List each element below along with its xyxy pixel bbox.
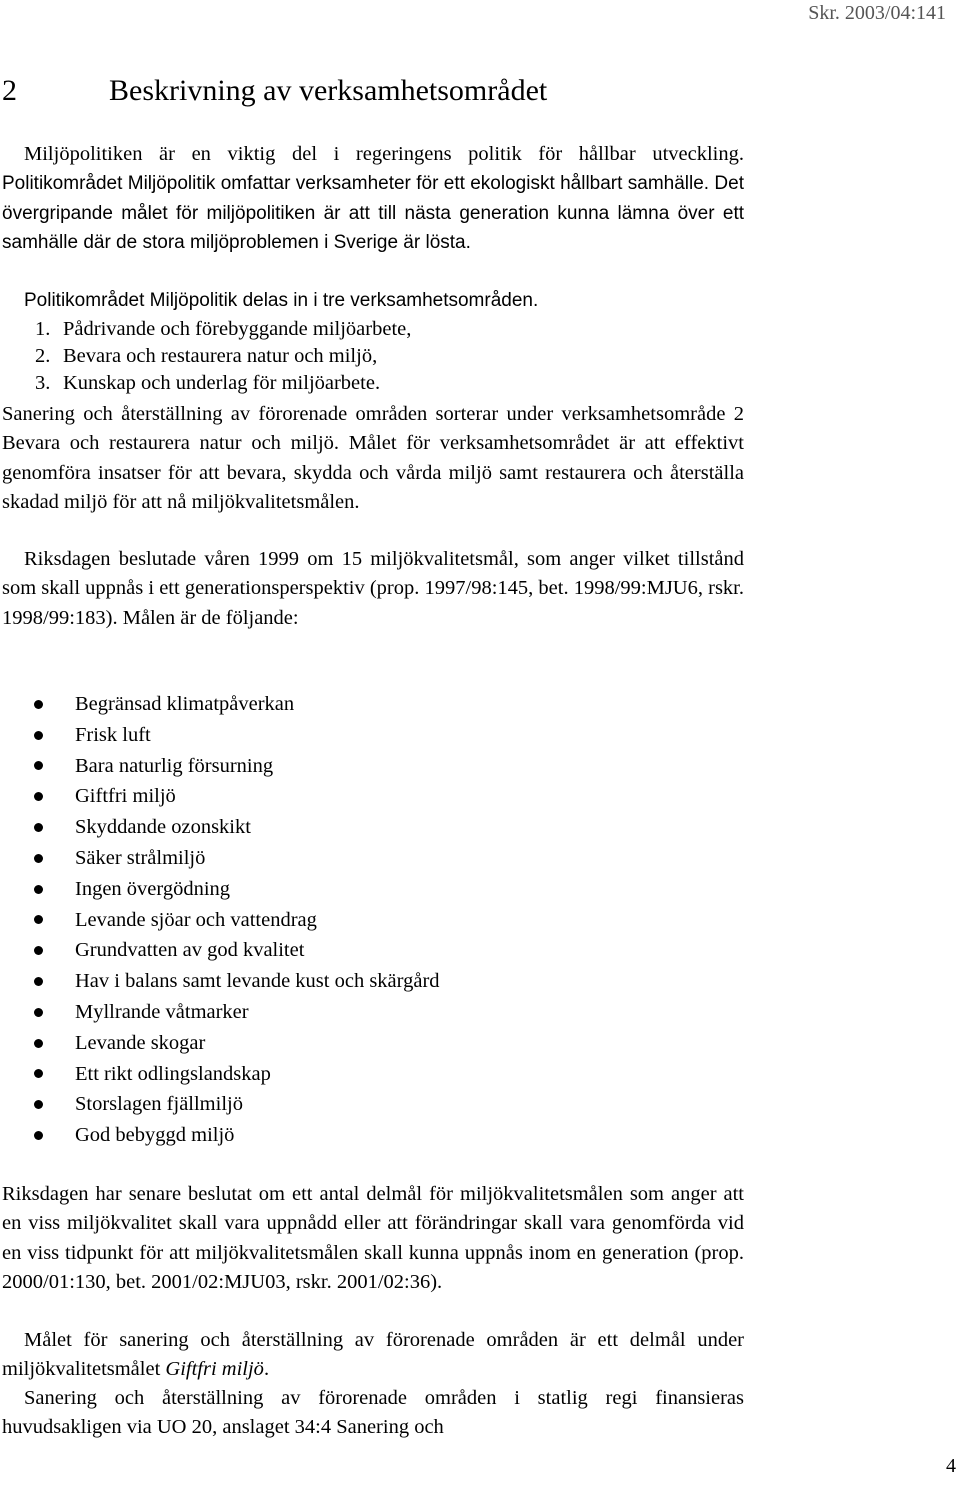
bullet-icon [34, 885, 43, 894]
list-item [2, 966, 440, 997]
page-number: 4 [946, 1455, 956, 1477]
goal-label: Giftfri miljö [75, 785, 176, 808]
malet-emphasis: Giftfri miljö [165, 1358, 264, 1381]
riksdagen-paragraph: Riksdagen beslutade våren 1999 om 15 miljökvalitetsmål, som anger vilket tillstånd som skall uppnås i ett generationsperspektiv (prop. 1997/98:145, bet. 1998/99:MJU6, rskr. 1998/99:183). Målen är de följande: [2, 548, 744, 629]
bullet-icon [34, 1069, 43, 1078]
goal-label: Grundvatten av god kvalitet [75, 939, 305, 962]
goals-list [2, 689, 440, 1151]
intro-text-b: Politikområdet Miljöpolitik omfattar verksamheter för ett ekologiskt hållbart samhälle. Det övergripande målet för miljöpolitiken är att till nästa generation kunna lämna över ett samhälle där de stora miljöproblemen i Sverige är lösta. [2, 173, 744, 254]
list-item [2, 343, 744, 370]
goal-label: Ingen övergödning [75, 877, 231, 900]
list-item [2, 935, 440, 966]
goal-label: Begränsad klimatpåverkan [75, 693, 295, 715]
list-item [2, 1028, 440, 1059]
document-reference: Skr. 2003/04:141 [808, 2, 946, 24]
malet-text: Målet för sanering och återställning av förorenade områden är ett delmål under miljökvalitetsmålet [2, 1329, 744, 1381]
sanering-paragraph: Sanering och återställning av förorenade områden sorterar under verksamhetsområde 2 Bevara och restaurera natur och miljö. Målet för verksamhetsområdet är att effektivt genomföra insatser för att bevara, skydda och vårda miljö samt restaurera och återställa skadad miljö för att nå miljökvalitetsmålen. [2, 403, 744, 514]
list-item [2, 1059, 440, 1090]
list-item-number: 3. [35, 372, 51, 394]
list-item [2, 751, 440, 782]
goal-label: Myllrande våtmarker [75, 1000, 249, 1023]
goal-label: Frisk luft [75, 723, 151, 746]
goal-label: Säker strålmiljö [75, 846, 206, 869]
bullet-icon [34, 1100, 43, 1109]
delmal-paragraph: Riksdagen har senare beslutat om ett antal delmål för miljökvalitetsmålen som anger att en viss miljökvalitet skall vara uppnådd eller att förändringar skall vara genomförda vid en viss tidpunkt för att miljökvalitetsmålen skall kunna uppnås inom en generation (prop. 2000/01:130, bet. 2001/02:MJU03, rskr. 2001/02:36). [2, 1183, 744, 1294]
section-number: 2 [2, 74, 17, 107]
goal-label: Hav i balans samt levande kust och skärgård [75, 970, 440, 993]
list-item-label: Bevara och restaurera natur och miljö, [63, 345, 378, 367]
list-item [2, 370, 744, 397]
section-title: Beskrivning av verksamhetsområdet [109, 74, 548, 107]
bullet-icon [34, 761, 43, 770]
goal-label: Levande skogar [75, 1031, 206, 1054]
bullet-icon [34, 915, 43, 924]
list-item [2, 997, 440, 1028]
list-item [2, 905, 440, 936]
bullet-icon [34, 731, 43, 740]
list-item-label: Pådrivande och förebyggande miljöarbete, [63, 318, 412, 340]
bullet-icon [34, 1131, 43, 1140]
bullet-icon [34, 1039, 43, 1048]
areas-list [2, 316, 744, 397]
list-item [2, 689, 440, 720]
finansiering-paragraph: Sanering och återställning av förorenade områden i statlig regi finansieras huvudsakligen via UO 20, anslaget 34:4 Sanering och [2, 1387, 744, 1439]
goal-label: Skyddande ozonskikt [75, 816, 251, 839]
list-item [2, 812, 440, 843]
list-item [2, 316, 744, 343]
bullet-icon [34, 854, 43, 863]
malet-paragraph [2, 1326, 744, 1385]
bullet-icon [34, 792, 43, 801]
bullet-icon [34, 1008, 43, 1017]
list-item [2, 1089, 440, 1120]
bullet-icon [34, 977, 43, 986]
intro-paragraph [2, 140, 744, 258]
list-item-number: 1. [35, 318, 51, 340]
bullet-icon [34, 946, 43, 955]
intro-text-a: Miljöpolitiken är en viktig del i regeringens politik för hållbar utveckling. [24, 143, 744, 165]
bullet-icon [34, 700, 43, 709]
list-item [2, 781, 440, 812]
goal-label: Levande sjöar och vattendrag [75, 908, 317, 931]
list-item [2, 720, 440, 751]
section-heading [2, 74, 547, 108]
goal-label: Bara naturlig försurning [75, 754, 274, 777]
bullet-icon [34, 823, 43, 832]
areas-intro: Politikområdet Miljöpolitik delas in i tre verksamhetsområden. [24, 290, 539, 311]
goal-label: Ett rikt odlingslandskap [75, 1062, 271, 1085]
list-item-number: 2. [35, 345, 51, 367]
list-item [2, 1120, 440, 1151]
list-item [2, 843, 440, 874]
goal-label: Storslagen fjällmiljö [75, 1093, 243, 1116]
list-item-label: Kunskap och underlag för miljöarbete. [63, 372, 381, 394]
list-item [2, 874, 440, 905]
goal-label: God bebyggd miljö [75, 1124, 235, 1147]
malet-end: . [263, 1358, 270, 1381]
